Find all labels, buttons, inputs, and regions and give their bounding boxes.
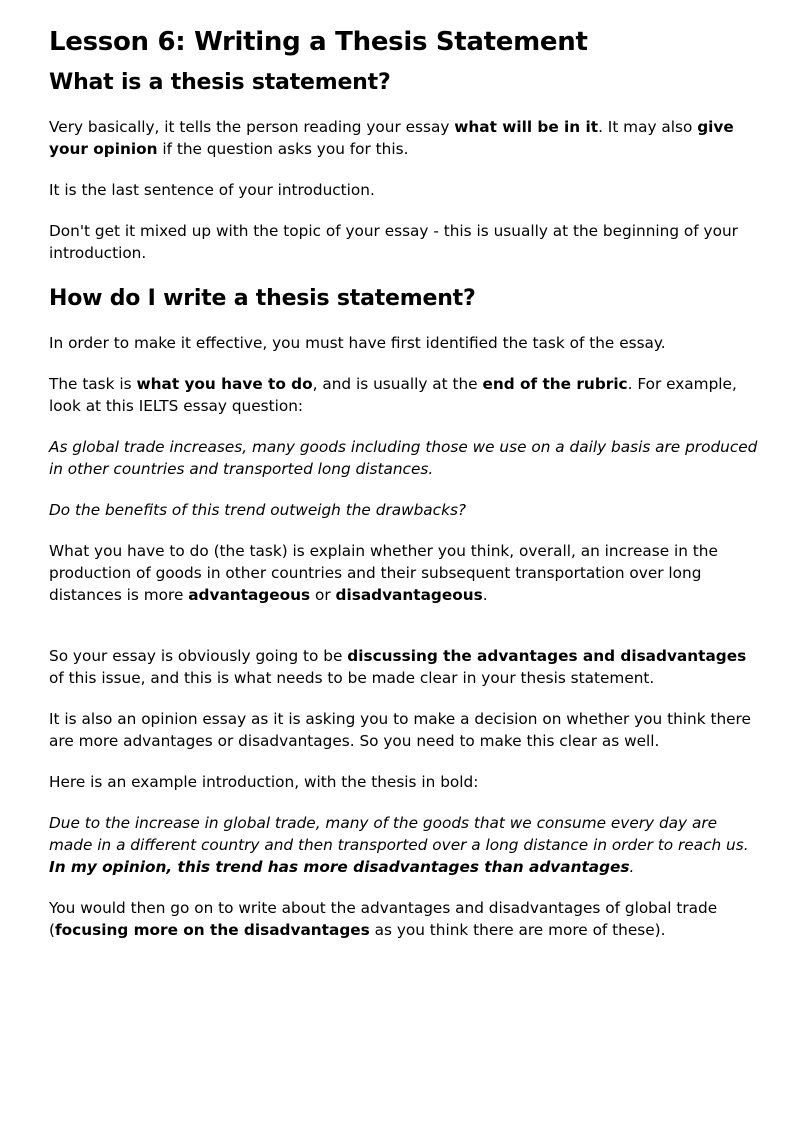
text-run: . It may also — [598, 118, 698, 136]
text-run: The task is — [49, 375, 137, 393]
paragraph-last-sentence: It is the last sentence of your introduction. — [49, 181, 375, 199]
text-run: Very basically, it tells the person reading your essay — [49, 118, 455, 136]
paragraph-essay-focus — [49, 645, 760, 689]
essay-question-prompt: Do the benefits of this trend outweigh the drawbacks? — [49, 501, 467, 519]
text-run: . — [482, 586, 488, 604]
text-run: or — [310, 586, 336, 604]
bold-text-run: In my opinion, this trend has more disadvantages than advantages — [49, 858, 630, 876]
bold-text-run: what will be in it — [454, 118, 599, 136]
paragraph-task-explanation — [49, 540, 760, 606]
bold-text-run: end of the rubric — [482, 375, 628, 393]
bold-text-run: disadvantageous — [335, 586, 483, 604]
text-run: , and is usually at the — [312, 375, 483, 393]
text-run: Due to the increase in global trade, many of the goods that we consume every day are made in a different country and then transported over a long distance in order to reach us. — [49, 814, 749, 854]
paragraph-next-steps: You would then go on to write about the advantages and disadvantages of global trade — [49, 899, 718, 917]
text-run: ( — [49, 921, 55, 939]
text-run: of this issue, and this is what needs to be made clear in your thesis statement. — [49, 669, 655, 687]
paragraph-example-intro: Here is an example introduction, with the thesis in bold: — [49, 773, 479, 791]
paragraph-identify-task: In order to make it effective, you must have first identified the task of the essay. — [49, 334, 666, 352]
text-run: as you think there are more of these). — [369, 921, 666, 939]
paragraph-task-definition — [49, 373, 760, 417]
bold-text-run: focusing more on the disadvantages — [54, 921, 370, 939]
paragraph-opinion-essay: It is also an opinion essay as it is asking you to make a decision on whether you think there are more advantages or disadvantages. So you need to make this clear as well. — [49, 710, 751, 750]
text-run: . — [629, 858, 635, 876]
text-run: So your essay is obviously going to be — [49, 647, 348, 665]
section-heading-what: What is a thesis statement? — [49, 70, 391, 95]
bold-text-run: what you have to do — [136, 375, 313, 393]
bold-text-run: give your opinion — [49, 118, 734, 158]
bold-text-run: discussing the advantages and disadvantages — [347, 647, 747, 665]
essay-question-context: As global trade increases, many goods including those we use on a daily basis are produced in other countries and transported long distances. — [49, 438, 758, 478]
text-run: What you have to do (the task) is explain whether you think, overall, an increase in the production of goods in other countries and their subsequent transportation over long distances is more — [49, 542, 718, 604]
text-run: if the question asks you for this. — [157, 140, 409, 158]
paragraph-definition — [49, 116, 760, 160]
example-introduction — [49, 812, 760, 878]
lesson-title: Lesson 6: Writing a Thesis Statement — [49, 27, 588, 57]
text-run: . For example, look at this IELTS essay question: — [49, 375, 737, 415]
paragraph-topic-warning: Don't get it mixed up with the topic of your essay - this is usually at the beginning of your introduction. — [49, 222, 738, 262]
bold-text-run: advantageous — [188, 586, 311, 604]
section-heading-how: How do I write a thesis statement? — [49, 286, 476, 311]
paragraph-focus-disadvantages — [49, 915, 760, 945]
